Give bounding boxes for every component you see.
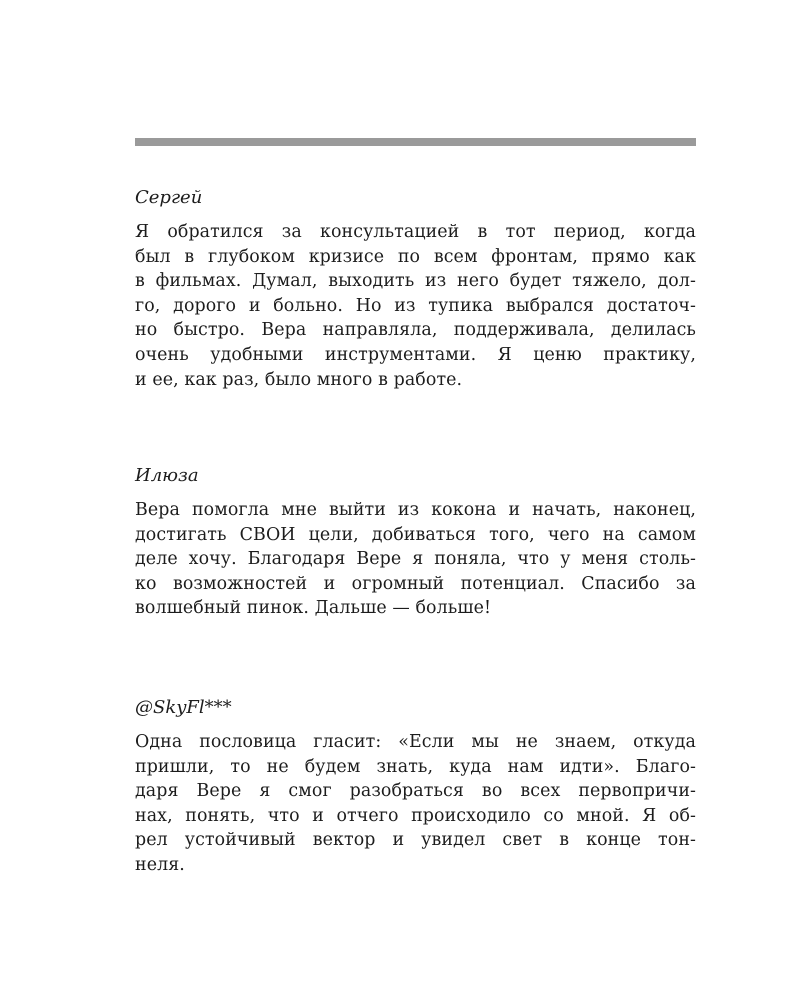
text-line: Вера помогла мне выйти из кокона и начать, наконец, bbox=[135, 500, 696, 520]
text-line: нах, понять, что и отчего происходило со мной. Я об- bbox=[135, 805, 696, 826]
review-author: @SkyFl*** bbox=[135, 697, 232, 718]
text-line: и ее, как раз, было много в работе. bbox=[135, 369, 463, 390]
text-line: пришли, то не будем знать, куда нам идти». Благо- bbox=[135, 756, 696, 777]
text-line: очень удобными инструментами. Я ценю практику, bbox=[135, 344, 696, 365]
text-line: даря Вере я смог разобраться во всех первопричи- bbox=[135, 781, 696, 802]
text-line: Одна пословица гласит: «Если мы не знаем, откуда bbox=[135, 732, 696, 752]
text-line: рел устойчивый вектор и увидел свет в конце тон- bbox=[135, 830, 696, 851]
top-divider-bar bbox=[135, 138, 696, 146]
text-line: волшебный пинок. Дальше — больше! bbox=[135, 598, 492, 619]
review-skyfl bbox=[135, 696, 696, 878]
text-line: в фильмах. Думал, выходить из него будет тяжело, дол- bbox=[135, 271, 696, 292]
text-line: го, дорого и больно. Но из тупика выбрался достаточ- bbox=[135, 295, 696, 316]
review-text bbox=[135, 730, 696, 878]
review-text bbox=[135, 220, 696, 392]
text-line: неля. bbox=[135, 854, 185, 875]
text-line: но быстро. Вера направляла, поддерживала, делилась bbox=[135, 320, 696, 341]
review-author: Сергей bbox=[135, 187, 203, 208]
text-line: достигать СВОИ цели, добиваться того, чего на самом bbox=[135, 524, 696, 545]
review-sergey bbox=[135, 186, 696, 392]
review-ilyuza bbox=[135, 464, 696, 621]
review-author: Илюза bbox=[135, 465, 199, 486]
text-line: Я обратился за консультацией в тот период, когда bbox=[135, 222, 696, 242]
text-line: ко возможностей и огромный потенциал. Спасибо за bbox=[135, 573, 696, 594]
text-line: был в глубоком кризисе по всем фронтам, прямо как bbox=[135, 246, 696, 267]
review-text bbox=[135, 498, 696, 621]
text-line: деле хочу. Благодаря Вере я поняла, что у меня столь- bbox=[135, 549, 696, 570]
